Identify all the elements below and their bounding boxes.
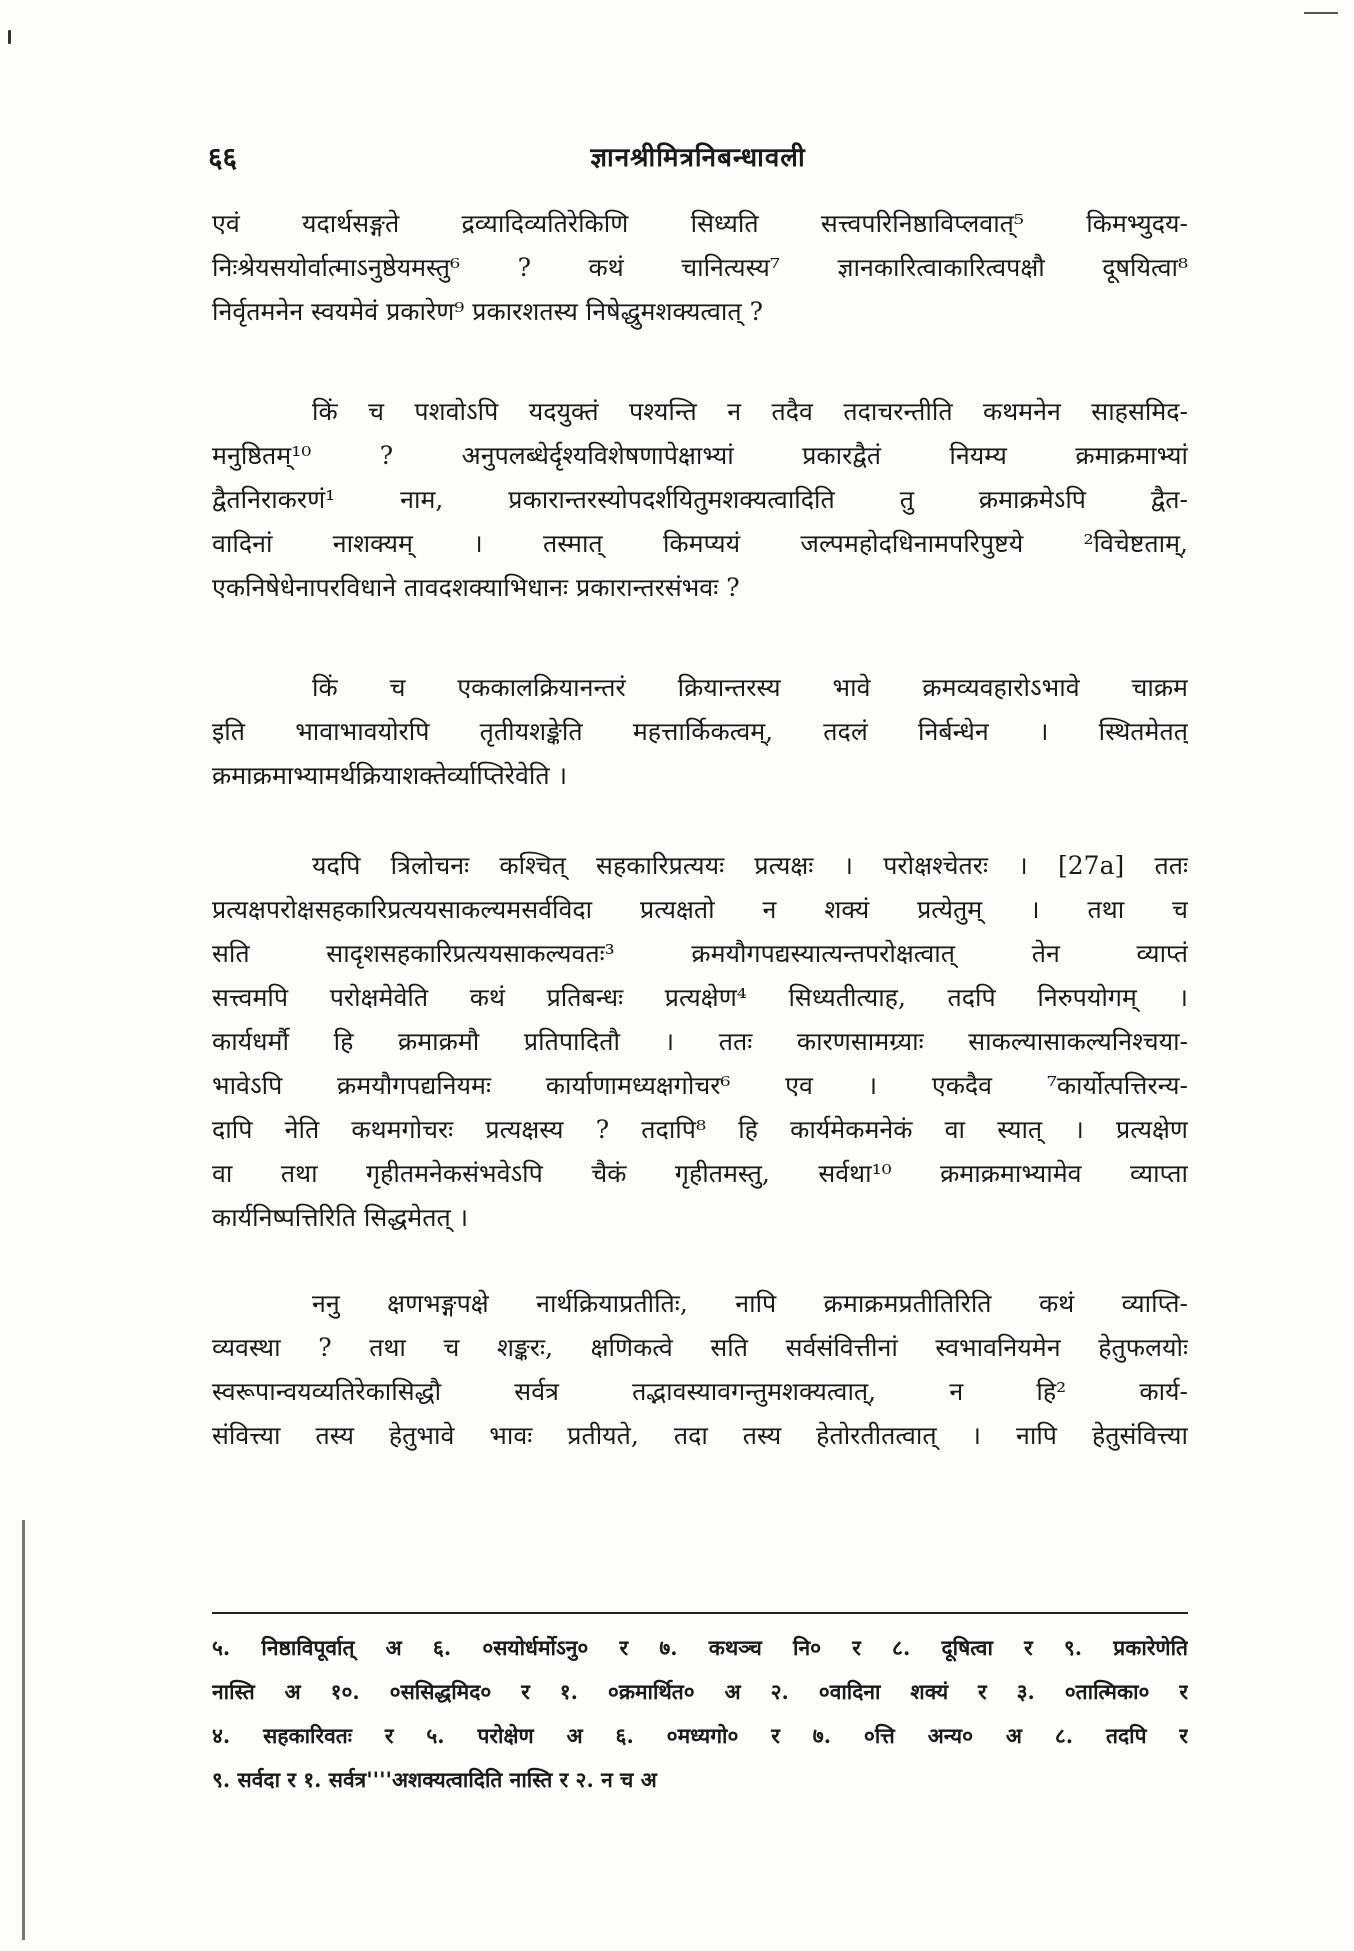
text-line: दापि नेति कथमगोचरः प्रत्यक्षस्य ? तदापि⁸ हि कार्यमेकमनेकं वा स्यात् । प्रत्यक्षेण	[212, 1115, 1188, 1144]
text-line: स्वरूपान्वयव्यतिरेकासिद्धौ सर्वत्र तद्भावस्यावगन्तुमशक्यत्वात्, न हि² कार्य-	[212, 1377, 1188, 1406]
scan-speck	[8, 30, 11, 44]
text-line: मनुष्ठितम्¹⁰ ? अनुपलब्धेर्दृश्यविशेषणापेक्षाभ्यां प्रकारद्वैतं नियम्य क्रमाक्रमाभ्यां	[212, 441, 1188, 470]
text-line: एकनिषेधेनापरविधाने तावदशक्याभिधानः प्रकारान्तरसंभवः ?	[212, 573, 740, 602]
text-line: भावेऽपि क्रमयौगपद्यनियमः कार्याणामध्यक्षगोचर⁶ एव । एकदैव ⁷कार्योत्पत्तिरन्य-	[212, 1071, 1188, 1100]
footnotes	[212, 1626, 1188, 1802]
paragraph-1	[212, 202, 1188, 334]
text-line: वा तथा गृहीतमनेकसंभवेऽपि चैकं गृहीतमस्तु, सर्वथा¹⁰ क्रमाक्रमाभ्यामेव व्याप्ता	[212, 1159, 1188, 1188]
text-line: सत्त्वमपि परोक्षमेवेति कथं प्रतिबन्धः प्रत्यक्षेण⁴ सिध्यतीत्याह, तदपि निरुपयोगम् ।	[212, 983, 1188, 1012]
text-line: निःश्रेयसयोर्वात्माऽनुष्ठेयमस्तु⁶ ? कथं चानित्यस्य⁷ ज्ञानकारित्वाकारित्वपक्षौ दूषयित्वा⁸	[212, 253, 1188, 282]
paragraph-5	[212, 1282, 1188, 1458]
text-line: व्यवस्था ? तथा च शङ्करः, क्षणिकत्वे सति सर्वसंवित्तीनां स्वभावनियमेन हेतुफलयोः	[212, 1333, 1188, 1362]
text-line: द्वैतनिराकरणं¹ नाम, प्रकारान्तरस्योपदर्शयितुमशक्यत्वादिति तु क्रमाक्रमेऽपि द्वैत-	[212, 485, 1188, 514]
scan-edge-left	[22, 1520, 25, 1940]
footnote-line: नास्ति अ १०. ०ससिद्धमिद० र १. ०क्रमार्थित० अ २. ०वादिना शक्यं र ३. ०तात्मिका० र	[212, 1679, 1188, 1704]
paragraph-2	[212, 390, 1188, 610]
text-line: ननु क्षणभङ्गपक्षे नार्थक्रियाप्रतीतिः, नापि क्रमाक्रमप्रतीतिरिति कथं व्याप्ति-	[312, 1289, 1188, 1318]
text-line: निर्वृतमनेन स्वयमेवं प्रकारेण⁹ प्रकारशतस्य निषेद्धुमशक्यत्वात् ?	[212, 297, 763, 326]
running-title: ज्ञानश्रीमित्रनिबन्धावली	[590, 143, 806, 173]
text-line: एवं यदार्थसङ्गते द्रव्यादिव्यतिरेकिणि सिध्यति सत्त्वपरिनिष्ठाविप्लवात्⁵ किमभ्युदय-	[212, 209, 1188, 238]
text-line: किं च पशवोऽपि यदयुक्तं पश्यन्ति न तदैव तदाचरन्तीति कथमनेन साहसमिद-	[312, 397, 1188, 426]
scan-mark-top-right	[1304, 12, 1338, 14]
text-line: इति भावाभावयोरपि तृतीयशङ्केति महत्तार्किकत्वम्, तदलं निर्बन्धेन । स्थितमेतत्	[212, 717, 1188, 746]
text-line: प्रत्यक्षपरोक्षसहकारिप्रत्ययसाकल्यमसर्वविदा प्रत्यक्षतो न शक्यं प्रत्येतुम् । तथा च	[212, 895, 1188, 924]
paragraph-3	[212, 666, 1188, 798]
body-text	[212, 202, 1188, 1458]
text-line: संवित्त्या तस्य हेतुभावे भावः प्रतीयते, तदा तस्य हेतोरतीतत्वात् । नापि हेतुसंवित्त्या	[212, 1421, 1188, 1450]
text-line: सति सादृशसहकारिप्रत्ययसाकल्यवतः³ क्रमयौगपद्यस्यात्यन्तपरोक्षत्वात् तेन व्याप्तं	[212, 939, 1188, 968]
text-line: कार्यनिष्पत्तिरिति सिद्धमेतत् ।	[212, 1203, 469, 1232]
footnote-line: ५. निष्ठाविपूर्वात् अ ६. ०सयोर्धर्मोऽनु० र ७. कथञ्च नि० र ८. दूषित्वा र ९. प्रकारेणेति	[212, 1635, 1188, 1660]
footnote-divider	[212, 1612, 1188, 1614]
paragraph-4	[212, 844, 1188, 1240]
text-line: क्रमाक्रमाभ्यामर्थक्रियाशक्तेर्व्याप्तिरेवेति ।	[212, 761, 568, 790]
text-line: कार्यधर्मौ हि क्रमाक्रमौ प्रतिपादितौ । ततः कारणसामग्र्याः साकल्यासाकल्यनिश्चया-	[212, 1027, 1188, 1056]
footnote-line: ४. सहकारिवतः र ५. परोक्षेण अ ६. ०मध्यगो० र ७. ०त्ति अन्य० अ ८. तदपि र	[212, 1723, 1188, 1748]
page-number: ६६	[208, 141, 238, 174]
page-header	[208, 138, 1188, 178]
text-line: वादिनां नाशक्यम् । तस्मात् किमप्ययं जल्पमहोदधिनामपरिपुष्टये ²विचेष्टताम्,	[212, 529, 1188, 558]
text-line: यदपि त्रिलोचनः कश्चित् सहकारिप्रत्ययः प्रत्यक्षः । परोक्षश्चेतरः । [27a] ततः	[312, 851, 1188, 880]
text-line: किं च एककालक्रियानन्तरं क्रियान्तरस्य भावे क्रमव्यवहारोऽभावे चाक्रम	[312, 673, 1188, 702]
footnote-line: ९. सर्वदा र १. सर्वत्र''''अशक्यत्वादिति नास्ति र २. न च अ	[212, 1767, 657, 1792]
